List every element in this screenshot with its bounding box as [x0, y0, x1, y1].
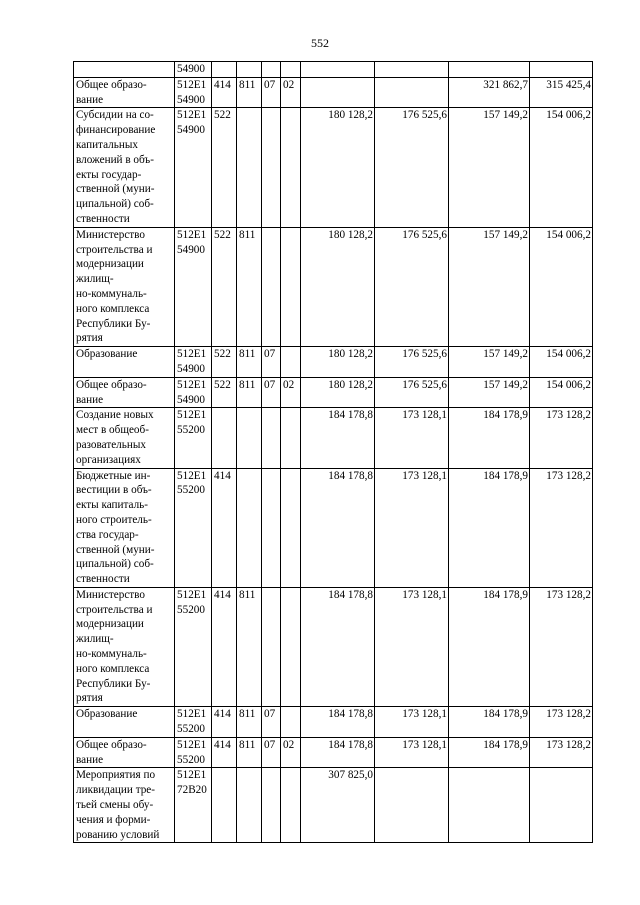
section-cell: 07: [262, 347, 281, 378]
table-row: [74, 587, 593, 706]
subsection-cell: [281, 408, 301, 468]
amount-cell-4: 315 425,4: [530, 77, 593, 108]
administrator-cell: 811: [237, 707, 262, 738]
amount-cell-3: 157 149,2: [449, 227, 530, 346]
amount-cell-1: 184 178,8: [301, 707, 375, 738]
row-name-cell-line: ственной (муни-: [76, 183, 155, 196]
amount-cell-2: 176 525,6: [375, 347, 449, 378]
row-name-cell-line: модернизации: [76, 618, 144, 631]
row-name-cell: [74, 77, 175, 108]
target-code-cell-line: 54900: [177, 393, 205, 406]
target-code-cell-line: 512Е1: [177, 378, 207, 391]
row-name-cell-line: жилищ-: [76, 633, 114, 646]
row-name-cell-line: Мероприятия по: [76, 769, 156, 782]
target-code-cell: [175, 77, 212, 108]
expense-type-cell: 414: [212, 77, 237, 108]
amount-cell-4: 173 128,2: [530, 707, 593, 738]
administrator-cell: 811: [237, 227, 262, 346]
row-name-cell-line: вестиции в объ-: [76, 484, 152, 497]
amount-cell-1: 180 128,2: [301, 227, 375, 346]
administrator-cell: [237, 468, 262, 587]
amount-cell-4: 173 128,2: [530, 737, 593, 768]
row-name-cell-line: жилищ-: [76, 273, 114, 286]
amount-cell-2: 176 525,6: [375, 227, 449, 346]
row-name-cell-line: екты государ-: [76, 168, 142, 181]
expense-type-cell: 522: [212, 108, 237, 227]
target-code-cell: [175, 408, 212, 468]
row-name-cell-line: тьей смены обу-: [76, 799, 154, 812]
amount-cell-2: [375, 62, 449, 78]
target-code-cell-line: 55200: [177, 723, 205, 736]
target-code-cell-line: 55200: [177, 484, 205, 497]
subsection-cell: [281, 468, 301, 587]
amount-cell-2: 173 128,1: [375, 468, 449, 587]
amount-cell-2: 176 525,6: [375, 108, 449, 227]
target-code-cell-line: 54900: [177, 243, 205, 256]
row-name-cell-line: рятия: [76, 692, 103, 705]
row-name-cell: [74, 347, 175, 378]
amount-cell-1: 184 178,8: [301, 408, 375, 468]
page-number: 552: [311, 36, 329, 50]
section-cell: [262, 108, 281, 227]
expense-type-cell: [212, 62, 237, 78]
target-code-cell-line: 55200: [177, 753, 205, 766]
expense-type-cell: 522: [212, 227, 237, 346]
target-code-cell: [175, 587, 212, 706]
amount-cell-3: [449, 62, 530, 78]
amount-cell-1: 307 825,0: [301, 768, 375, 843]
table-row: [74, 227, 593, 346]
amount-cell-2: 173 128,1: [375, 587, 449, 706]
row-name-cell: [74, 408, 175, 468]
table-row: [74, 377, 593, 408]
amount-cell-2: 173 128,1: [375, 707, 449, 738]
row-name-cell-line: рованию условий: [76, 828, 160, 841]
row-name-cell-line: Министерство: [76, 228, 145, 241]
administrator-cell: [237, 108, 262, 227]
target-code-cell-line: 54900: [177, 93, 205, 106]
row-name-cell-line: вание: [76, 393, 104, 406]
subsection-cell: [281, 227, 301, 346]
row-name-cell-line: вание: [76, 93, 104, 106]
row-name-cell-line: Республики Бу-: [76, 677, 151, 690]
table-row: [74, 707, 593, 738]
target-code-cell: [175, 707, 212, 738]
amount-cell-4: 154 006,2: [530, 108, 593, 227]
target-code-cell-line: 55200: [177, 603, 205, 616]
row-name-cell-line: ципальной) соб-: [76, 198, 154, 211]
row-name-cell-line: ликвидации тре-: [76, 784, 156, 797]
amount-cell-3: [449, 768, 530, 843]
row-name-cell-line: строительства и: [76, 603, 153, 616]
table-row: [74, 77, 593, 108]
section-cell: 07: [262, 77, 281, 108]
amount-cell-1: 180 128,2: [301, 377, 375, 408]
administrator-cell: 811: [237, 737, 262, 768]
row-name-cell-line: финансирование: [76, 124, 156, 137]
amount-cell-1: 180 128,2: [301, 108, 375, 227]
row-name-cell-line: Образование: [76, 348, 138, 361]
row-name-cell-line: но-коммуналь-: [76, 648, 147, 661]
target-code-cell-line: 512Е1: [177, 409, 207, 422]
row-name-cell: [74, 768, 175, 843]
amount-cell-3: 184 178,9: [449, 408, 530, 468]
target-code-cell-line: 512Е1: [177, 348, 207, 361]
table-row: [74, 62, 593, 78]
target-code-cell-line: 512Е1: [177, 109, 207, 122]
administrator-cell: [237, 408, 262, 468]
expense-type-cell: 414: [212, 737, 237, 768]
row-name-cell: [74, 108, 175, 227]
row-name-cell-line: Образование: [76, 708, 138, 721]
row-name-cell: [74, 227, 175, 346]
administrator-cell: 811: [237, 377, 262, 408]
row-name-cell-line: организациях: [76, 453, 141, 466]
amount-cell-1: [301, 62, 375, 78]
row-name-cell-line: ственной (муни-: [76, 543, 155, 556]
row-name-cell-line: рятия: [76, 332, 103, 345]
amount-cell-1: [301, 77, 375, 108]
table-row: [74, 737, 593, 768]
subsection-cell: 02: [281, 377, 301, 408]
amount-cell-4: 173 128,2: [530, 587, 593, 706]
row-name-cell-line: но-коммуналь-: [76, 287, 147, 300]
budget-table: [73, 61, 593, 843]
amount-cell-2: [375, 77, 449, 108]
amount-cell-2: 173 128,1: [375, 408, 449, 468]
administrator-cell: 811: [237, 347, 262, 378]
amount-cell-4: 173 128,2: [530, 468, 593, 587]
subsection-cell: [281, 347, 301, 378]
administrator-cell: 811: [237, 77, 262, 108]
table-row: [74, 347, 593, 378]
expense-type-cell: 414: [212, 707, 237, 738]
table-row: [74, 468, 593, 587]
target-code-cell-line: 512Е1: [177, 708, 207, 721]
section-cell: [262, 587, 281, 706]
target-code-cell: [175, 377, 212, 408]
subsection-cell: [281, 62, 301, 78]
row-name-cell-line: Общее образо-: [76, 78, 147, 91]
row-name-cell-line: ственности: [76, 573, 130, 586]
amount-cell-3: 184 178,9: [449, 468, 530, 587]
row-name-cell: [74, 587, 175, 706]
row-name-cell-line: вложений в объ-: [76, 153, 154, 166]
row-name-cell-line: ного комплекса: [76, 302, 150, 315]
target-code-cell-line: 54900: [177, 124, 205, 137]
row-name-cell-line: чения и форми-: [76, 813, 151, 826]
row-name-cell-line: модернизации: [76, 258, 144, 271]
row-name-cell-line: Общее образо-: [76, 378, 147, 391]
amount-cell-2: [375, 768, 449, 843]
target-code-cell-line: 55200: [177, 424, 205, 437]
row-name-cell-line: вание: [76, 753, 104, 766]
target-code-cell: [175, 62, 212, 78]
expense-type-cell: [212, 768, 237, 843]
amount-cell-3: 157 149,2: [449, 108, 530, 227]
amount-cell-2: 176 525,6: [375, 377, 449, 408]
amount-cell-4: 154 006,2: [530, 347, 593, 378]
row-name-cell-line: Общее образо-: [76, 738, 147, 751]
row-name-cell-line: ства государ-: [76, 528, 139, 541]
amount-cell-3: 157 149,2: [449, 377, 530, 408]
expense-type-cell: 522: [212, 377, 237, 408]
table-row: [74, 408, 593, 468]
subsection-cell: 02: [281, 737, 301, 768]
row-name-cell-line: Бюджетные ин-: [76, 469, 151, 482]
subsection-cell: [281, 587, 301, 706]
target-code-cell: [175, 108, 212, 227]
row-name-cell: [74, 737, 175, 768]
target-code-cell-line: 512Е1: [177, 469, 207, 482]
section-cell: 07: [262, 707, 281, 738]
amount-cell-4: [530, 768, 593, 843]
row-name-cell-line: Создание новых: [76, 409, 154, 422]
amount-cell-3: 157 149,2: [449, 347, 530, 378]
section-cell: 07: [262, 377, 281, 408]
administrator-cell: 811: [237, 587, 262, 706]
table-body: [74, 62, 593, 843]
row-name-cell-line: ственности: [76, 212, 130, 225]
amount-cell-2: 173 128,1: [375, 737, 449, 768]
target-code-cell: [175, 768, 212, 843]
target-code-cell-line: 512Е1: [177, 588, 207, 601]
row-name-cell-line: ного комплекса: [76, 662, 150, 675]
target-code-cell-line: 512Е1: [177, 228, 207, 241]
target-code-cell-line: 72В20: [177, 784, 207, 797]
expense-type-cell: [212, 408, 237, 468]
target-code-cell-line: 512Е1: [177, 738, 207, 751]
section-cell: 07: [262, 737, 281, 768]
administrator-cell: [237, 62, 262, 78]
row-name-cell-line: Республики Бу-: [76, 317, 151, 330]
table-row: [74, 768, 593, 843]
row-name-cell-line: строительства и: [76, 243, 153, 256]
amount-cell-1: 184 178,8: [301, 587, 375, 706]
row-name-cell-line: ципальной) соб-: [76, 558, 154, 571]
table-row: [74, 108, 593, 227]
expense-type-cell: 522: [212, 347, 237, 378]
amount-cell-4: 154 006,2: [530, 377, 593, 408]
row-name-cell-line: Субсидии на со-: [76, 109, 154, 122]
target-code-cell-line: 54900: [177, 63, 205, 75]
subsection-cell: 02: [281, 77, 301, 108]
amount-cell-3: 184 178,9: [449, 737, 530, 768]
amount-cell-3: 184 178,9: [449, 707, 530, 738]
amount-cell-1: 180 128,2: [301, 347, 375, 378]
amount-cell-3: 321 862,7: [449, 77, 530, 108]
expense-type-cell: 414: [212, 468, 237, 587]
target-code-cell: [175, 737, 212, 768]
target-code-cell-line: 54900: [177, 362, 205, 375]
row-name-cell: [74, 377, 175, 408]
row-name-cell: [74, 62, 175, 78]
target-code-cell-line: 512Е1: [177, 769, 207, 782]
row-name-cell-line: мест в общеоб-: [76, 424, 149, 437]
row-name-cell-line: екты капиталь-: [76, 499, 149, 512]
amount-cell-3: 184 178,9: [449, 587, 530, 706]
row-name-cell: [74, 707, 175, 738]
amount-cell-1: 184 178,8: [301, 737, 375, 768]
row-name-cell: [74, 468, 175, 587]
section-cell: [262, 227, 281, 346]
amount-cell-4: 173 128,2: [530, 408, 593, 468]
expense-type-cell: 414: [212, 587, 237, 706]
amount-cell-1: 184 178,8: [301, 468, 375, 587]
row-name-cell-line: разовательных: [76, 438, 146, 451]
target-code-cell: [175, 468, 212, 587]
section-cell: [262, 62, 281, 78]
section-cell: [262, 468, 281, 587]
row-name-cell-line: ного строитель-: [76, 513, 152, 526]
section-cell: [262, 768, 281, 843]
row-name-cell-line: Министерство: [76, 588, 145, 601]
target-code-cell: [175, 347, 212, 378]
subsection-cell: [281, 108, 301, 227]
administrator-cell: [237, 768, 262, 843]
target-code-cell: [175, 227, 212, 346]
row-name-cell-line: капитальных: [76, 138, 138, 151]
subsection-cell: [281, 768, 301, 843]
amount-cell-4: 154 006,2: [530, 227, 593, 346]
amount-cell-4: [530, 62, 593, 78]
subsection-cell: [281, 707, 301, 738]
section-cell: [262, 408, 281, 468]
target-code-cell-line: 512Е1: [177, 78, 207, 91]
